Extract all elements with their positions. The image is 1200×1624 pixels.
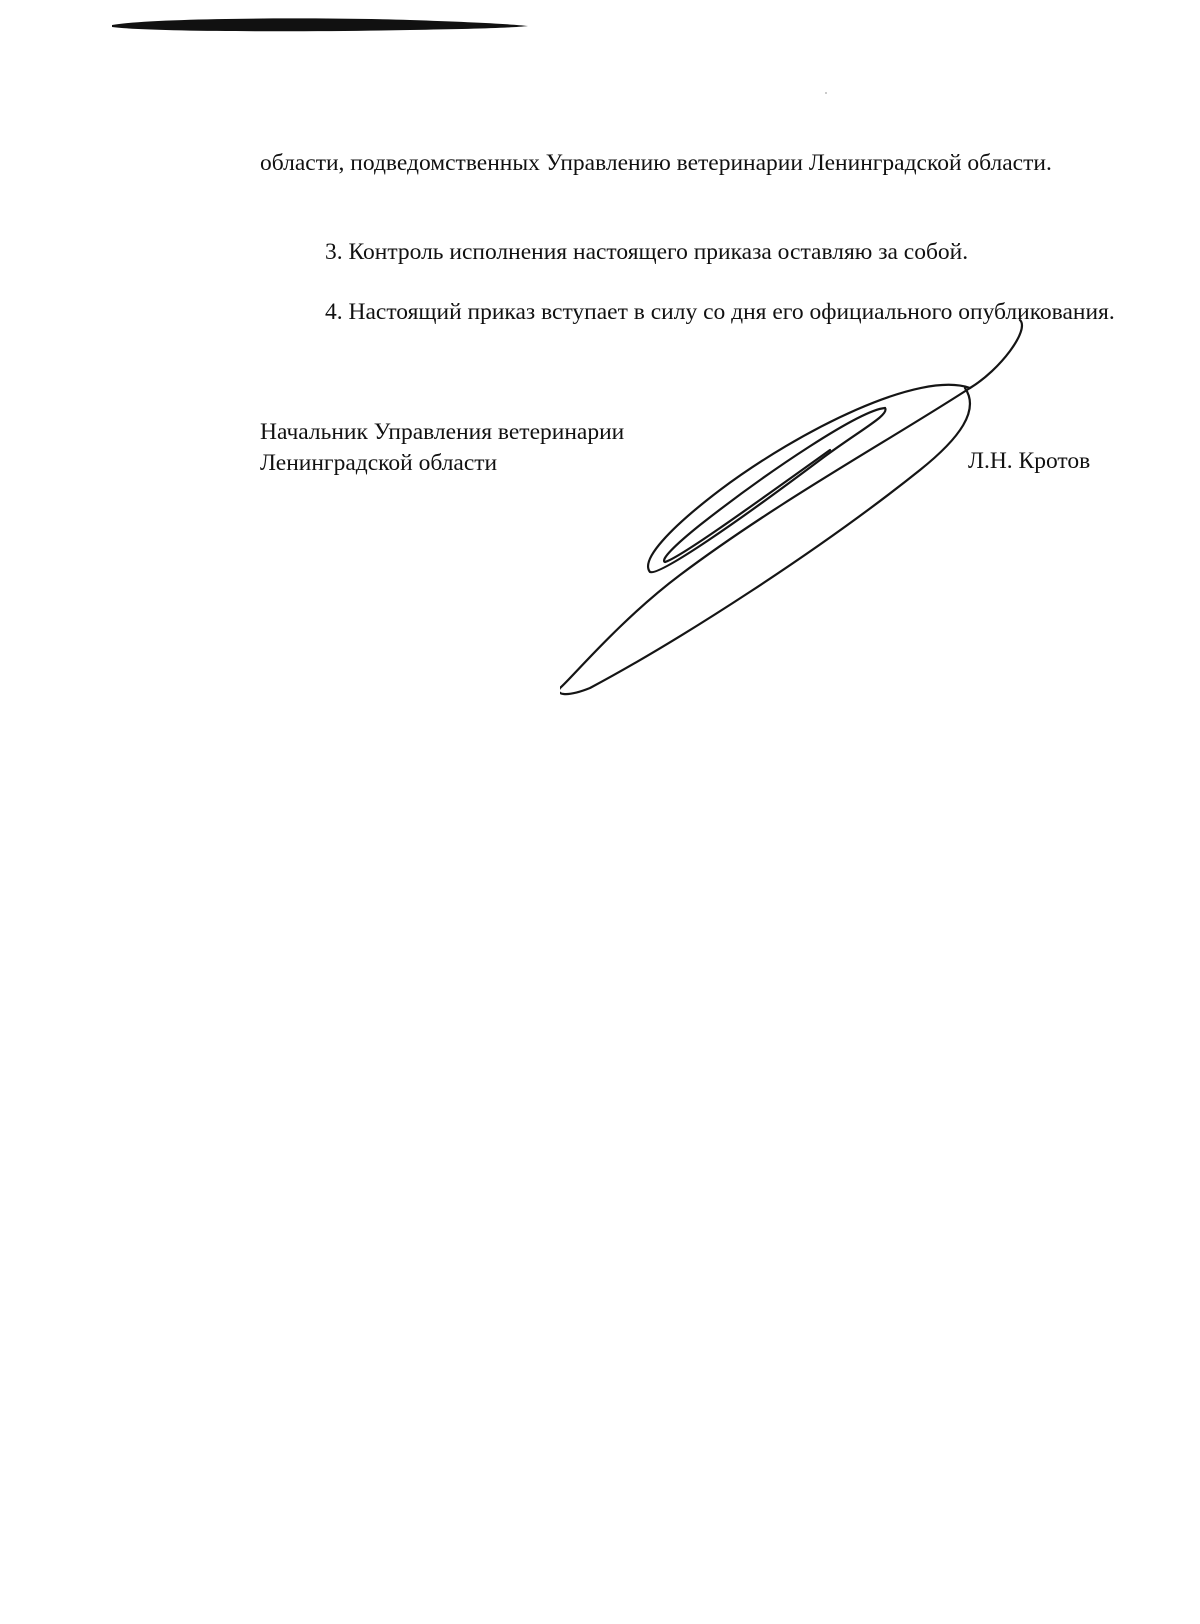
- scan-speck: [825, 92, 827, 94]
- paragraph-item-4: 4. Настоящий приказ вступает в силу со дня его официального опубликования.: [325, 299, 1115, 325]
- paragraph-continuation: области, подведомственных Управлению ветеринарии Ленинградской области.: [260, 150, 1052, 176]
- signatory-name: Л.Н. Кротов: [968, 448, 1091, 474]
- handwritten-signature: [560, 310, 1060, 730]
- signatory-title-line-1: Начальник Управления ветеринарии: [260, 419, 625, 445]
- signatory-title-line-2: Ленинградской области: [260, 450, 498, 476]
- paragraph-item-3: 3. Контроль исполнения настоящего приказа оставляю за собой.: [325, 239, 969, 265]
- scan-artifact-stroke: [110, 14, 530, 36]
